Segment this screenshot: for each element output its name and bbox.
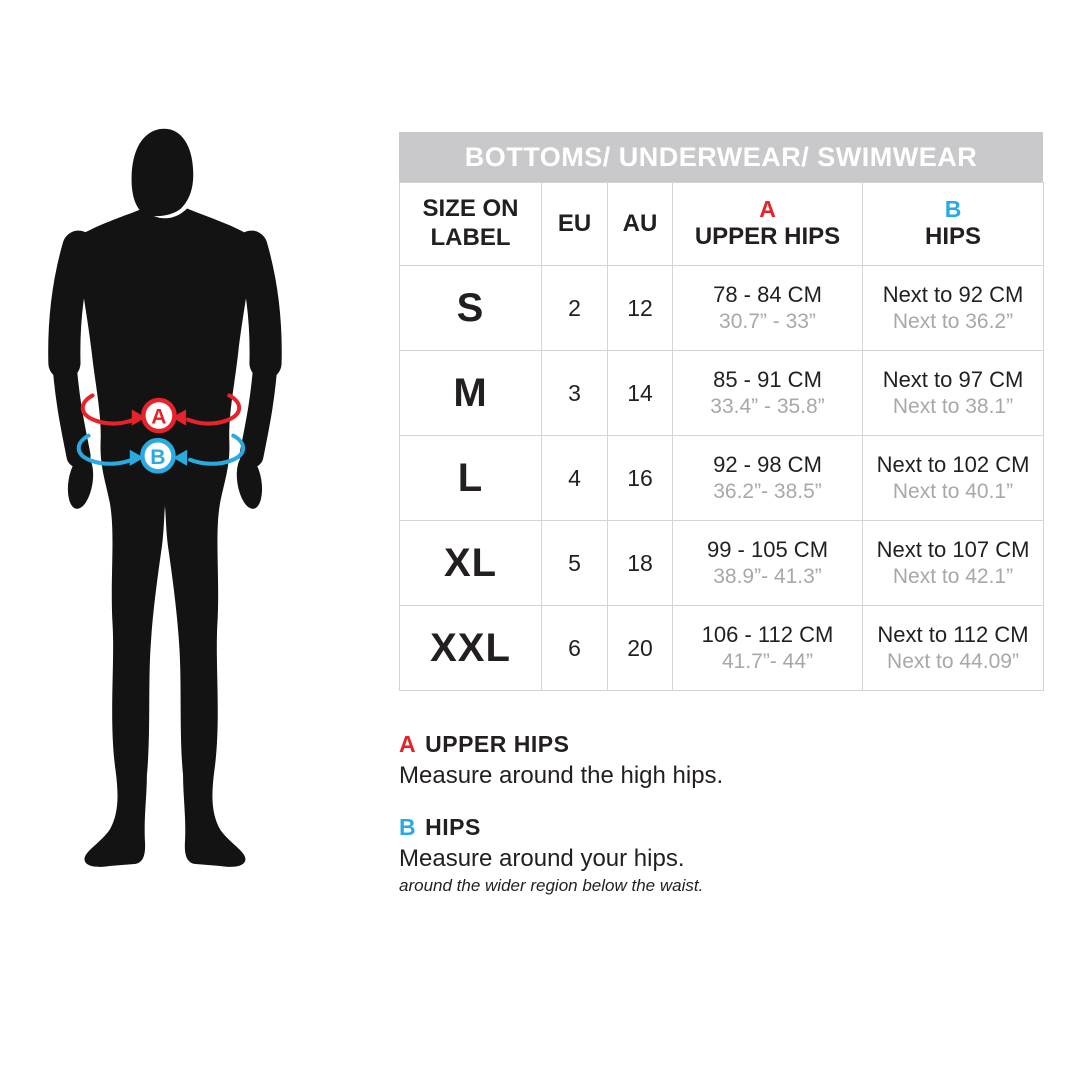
hips-cell <box>863 436 1044 521</box>
hips-in: Next to 40.1” <box>892 479 1014 503</box>
hips-cell <box>863 266 1044 351</box>
note-hips <box>399 814 1019 896</box>
table-title: BOTTOMS/ UNDERWEAR/ SWIMWEAR <box>464 141 978 172</box>
hips-cell <box>863 521 1044 606</box>
hips-cm: Next to 102 CM <box>876 452 1030 478</box>
mannequin-figure <box>45 124 297 876</box>
col-header-hips <box>863 183 1044 266</box>
size-cell: L <box>400 436 542 521</box>
upper-hips-cm: 92 - 98 CM <box>713 452 822 478</box>
table-row <box>400 606 1044 691</box>
mannequin-diagram <box>45 124 297 876</box>
table-row <box>400 521 1044 606</box>
table-row <box>400 266 1044 351</box>
col-header-au: AU <box>608 183 673 266</box>
table-row <box>400 436 1044 521</box>
hips-cm: Next to 112 CM <box>877 622 1029 648</box>
table-title-bar <box>399 132 1043 182</box>
col-header-b-letter: B <box>944 196 962 223</box>
mannequin-body <box>75 208 254 866</box>
size-table <box>399 182 1044 691</box>
note-b-text: Measure around your hips. <box>399 845 685 872</box>
hips-cell <box>863 606 1044 691</box>
note-a-text: Measure around the high hips. <box>399 762 724 789</box>
col-header-upper-hips-label: UPPER HIPS <box>694 222 841 250</box>
upper-hips-cell <box>673 351 863 436</box>
eu-cell: 2 <box>542 266 608 351</box>
au-cell: 18 <box>608 521 673 606</box>
note-b-letter: B <box>399 814 417 840</box>
note-a-title: UPPER HIPS <box>425 731 570 757</box>
note-b-title: HIPS <box>425 814 481 840</box>
upper-hips-cell <box>673 436 863 521</box>
marker-b-label: B <box>150 445 166 469</box>
size-table-panel <box>399 132 1043 691</box>
upper-hips-in: 41.7”- 44” <box>721 649 814 673</box>
note-upper-hips <box>399 731 1019 790</box>
au-cell: 16 <box>608 436 673 521</box>
upper-hips-cm: 85 - 91 CM <box>713 367 822 393</box>
col-header-size: SIZE ON LABEL <box>400 183 542 266</box>
col-header-hips-label: HIPS <box>924 222 981 250</box>
mannequin-silhouette <box>64 129 265 867</box>
au-cell: 20 <box>608 606 673 691</box>
upper-hips-cell <box>673 266 863 351</box>
eu-cell: 4 <box>542 436 608 521</box>
upper-hips-cell <box>673 521 863 606</box>
upper-hips-cm: 99 - 105 CM <box>706 537 829 563</box>
au-cell: 14 <box>608 351 673 436</box>
size-cell: XL <box>400 521 542 606</box>
size-cell: M <box>400 351 542 436</box>
hips-in: Next to 44.09” <box>887 649 1019 673</box>
upper-hips-in: 33.4” - 35.8” <box>710 394 825 418</box>
measurement-notes <box>399 731 1019 896</box>
eu-cell: 6 <box>542 606 608 691</box>
hips-cm: Next to 92 CM <box>882 282 1024 308</box>
hips-in: Next to 36.2” <box>892 309 1014 333</box>
upper-hips-cell <box>673 606 863 691</box>
upper-hips-in: 36.2”- 38.5” <box>713 479 822 503</box>
col-header-a-letter: A <box>759 196 776 223</box>
hips-in: Next to 42.1” <box>892 564 1014 588</box>
upper-hips-cm: 106 - 112 CM <box>701 622 834 648</box>
upper-hips-in: 38.9”- 41.3” <box>713 564 822 588</box>
marker-a-label: A <box>151 405 167 429</box>
note-b-subtext: around the wider region below the waist. <box>399 876 704 895</box>
hips-cm: Next to 107 CM <box>876 537 1030 563</box>
hips-cm: Next to 97 CM <box>882 367 1024 393</box>
table-header-row <box>400 183 1044 266</box>
upper-hips-in: 30.7” - 33” <box>719 309 816 333</box>
eu-cell: 5 <box>542 521 608 606</box>
hips-cell <box>863 351 1044 436</box>
note-upper-hips-heading <box>399 731 1019 758</box>
upper-hips-cm: 78 - 84 CM <box>713 282 822 308</box>
col-header-eu: EU <box>542 183 608 266</box>
mannequin-head <box>132 129 194 216</box>
note-hips-heading <box>399 814 1019 841</box>
col-header-upper-hips <box>673 183 863 266</box>
hips-in: Next to 38.1” <box>892 394 1014 418</box>
au-cell: 12 <box>608 266 673 351</box>
eu-cell: 3 <box>542 351 608 436</box>
note-a-letter: A <box>399 731 417 757</box>
size-cell: XXL <box>400 606 542 691</box>
size-cell: S <box>400 266 542 351</box>
table-row <box>400 351 1044 436</box>
